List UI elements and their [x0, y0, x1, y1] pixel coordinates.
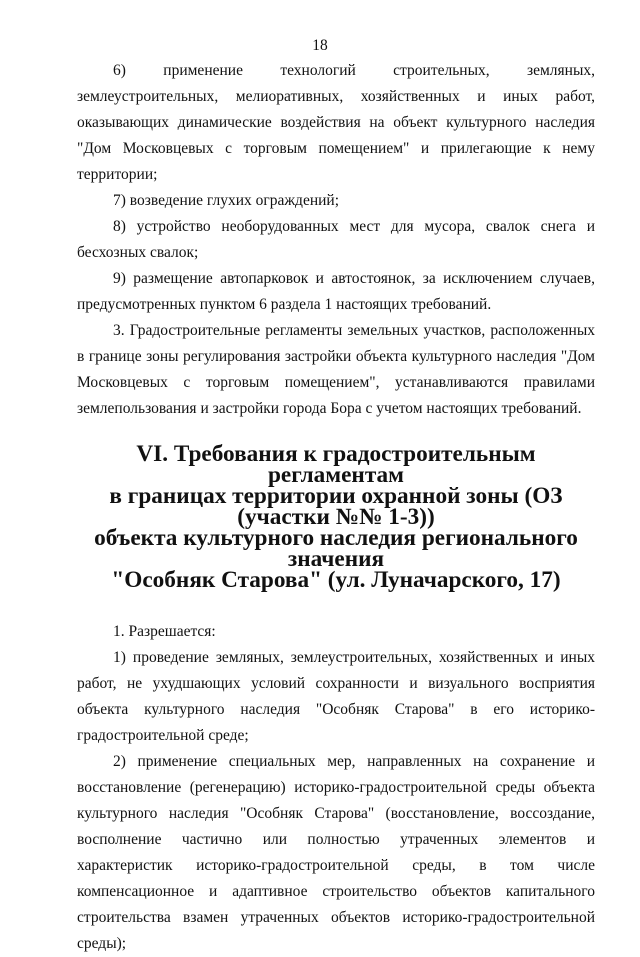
paragraph-item-6: 6) применение технологий строительных, земляных, землеустроительных, мелиоративных, хозяйственных и иных работ, оказывающих динамические воздействия на объект культурного наследия "Дом Московцевых с торговым помещением" и прилегающие к нему территории;	[77, 62, 595, 183]
section-heading	[77, 441, 595, 593]
paragraph-allowed-item-2: 2) применение специальных мер, направленных на сохранение и восстановление (регенерацию) историко-градостроительной среды объекта культурного наследия "Особняк Старова" (восстановление, воссоздание, восполнение частично или полностью утраченных элементов и характеристик историко-градостроительной среды, в том числе компенсационное и адаптивное строительство объектов капитального строительства взамен утраченных объектов историко-градостроительной среды);	[77, 753, 595, 952]
section-heading-line-3: объекта культурного наследия регионального значения	[94, 525, 578, 572]
section-heading-line-2: в границах территории охранной зоны (ОЗ (участки №№ 1-3))	[109, 483, 563, 530]
paragraph-item-7: 7) возведение глухих ограждений;	[113, 192, 340, 209]
document-body	[77, 58, 595, 957]
section-heading-line-4: "Особняк Старова" (ул. Луначарского, 17)	[111, 567, 561, 593]
page-number: 18	[312, 37, 328, 54]
paragraph-allowed-item-1: 1) проведение земляных, землеустроительных, хозяйственных и иных работ, не ухудшающих условий сохранности и визуального восприятия объекта культурного наследия "Особняк Старова" в его историко-градостроительной среде;	[77, 649, 595, 744]
section-heading-line-1: VI. Требования к градостроительным регламентам	[136, 441, 536, 488]
spacer	[77, 591, 595, 619]
paragraph-item-9: 9) размещение автопарковок и автостоянок, за исключением случаев, предусмотренных пунктом 6 раздела 1 настоящих требований.	[77, 270, 595, 313]
paragraph-allowed: 1. Разрешается:	[113, 623, 216, 640]
paragraph-point-3: 3. Градостроительные регламенты земельных участков, расположенных в границе зоны регулирования застройки объекта культурного наследия "Дом Московцевых с торговым помещением", устанавливаются правилами землепользования и застройки города Бора с учетом настоящих требований.	[77, 322, 595, 417]
paragraph-item-8: 8) устройство необорудованных мест для мусора, свалок снега и бесхозных свалок;	[77, 218, 595, 261]
